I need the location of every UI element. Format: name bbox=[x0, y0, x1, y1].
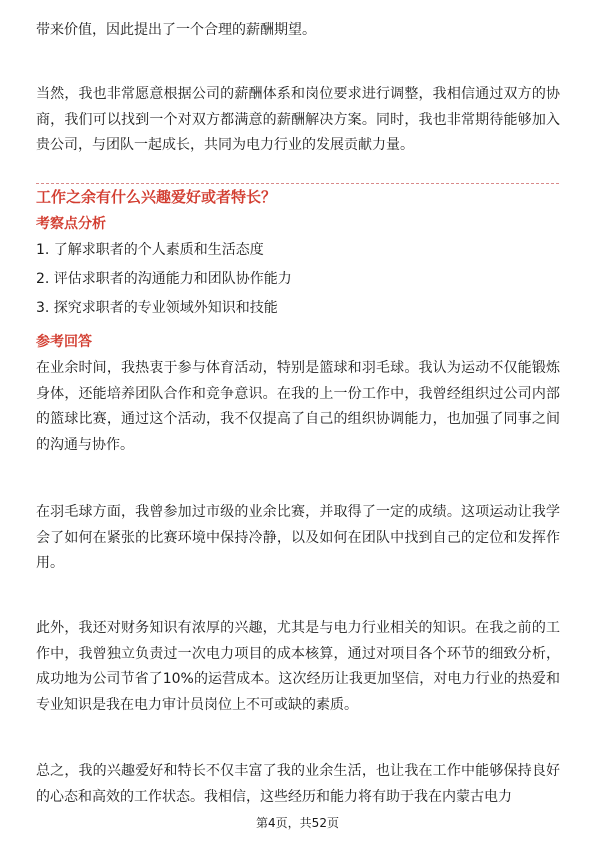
analysis-heading: 考察点分析 bbox=[36, 216, 106, 232]
section-divider bbox=[36, 183, 559, 184]
intro-paragraph-2: 当然，我也非常愿意根据公司的薪酬体系和岗位要求进行调整，我相信通过双方的协商，我们可以找到一个对双方都满意的薪酬解决方案。同时，我也非常期待能够加入贵公司，与团队一起成长，共同为电力行业的发展贡献力量。 bbox=[36, 86, 560, 153]
question-title: 工作之余有什么兴趣爱好或者特长？ bbox=[36, 188, 277, 206]
answer-paragraph-3: 此外，我还对财务知识有浓厚的兴趣，尤其是与电力行业相关的知识。在我之前的工作中，我曾独立负责过一次电力项目的成本核算，通过对项目各个环节的细致分析，成功地为公司节省了10%的运营成本。这次经历让我更加坚信，对电力行业的热爱和专业知识是我在电力审计员岗位上不可或缺的素质。 bbox=[36, 620, 560, 713]
answer-paragraph-4: 总之，我的兴趣爱好和特长不仅丰富了我的业余生活，也让我在工作中能够保持良好的心态和高效的工作状态。我相信，这些经历和能力将有助于我在内蒙古电力 bbox=[36, 763, 560, 805]
answer-paragraph-2: 在羽毛球方面，我曾参加过市级的业余比赛，并取得了一定的成绩。这项运动让我学会了如何在紧张的比赛环境中保持冷静，以及如何在团队中找到自己的定位和发挥作用。 bbox=[36, 504, 560, 571]
analysis-item: 1. 了解求职者的个人素质和生活态度 bbox=[36, 242, 264, 258]
analysis-item: 2. 评估求职者的沟通能力和团队协作能力 bbox=[36, 271, 292, 287]
intro-paragraph-1: 带来价值，因此提出了一个合理的薪酬期望。 bbox=[36, 22, 316, 38]
analysis-item: 3. 探究求职者的专业领域外知识和技能 bbox=[36, 300, 278, 316]
answer-heading: 参考回答 bbox=[36, 334, 92, 350]
page-number: 第4页，共52页 bbox=[256, 816, 339, 830]
answer-paragraph-1: 在业余时间，我热衷于参与体育活动，特别是篮球和羽毛球。我认为运动不仅能锻炼身体，还能培养团队合作和竞争意识。在我的上一份工作中，我曾经组织过公司内部的篮球比赛，通过这个活动，我不仅提高了自己的组织协调能力，也加强了同事之间的沟通与协作。 bbox=[36, 360, 560, 453]
